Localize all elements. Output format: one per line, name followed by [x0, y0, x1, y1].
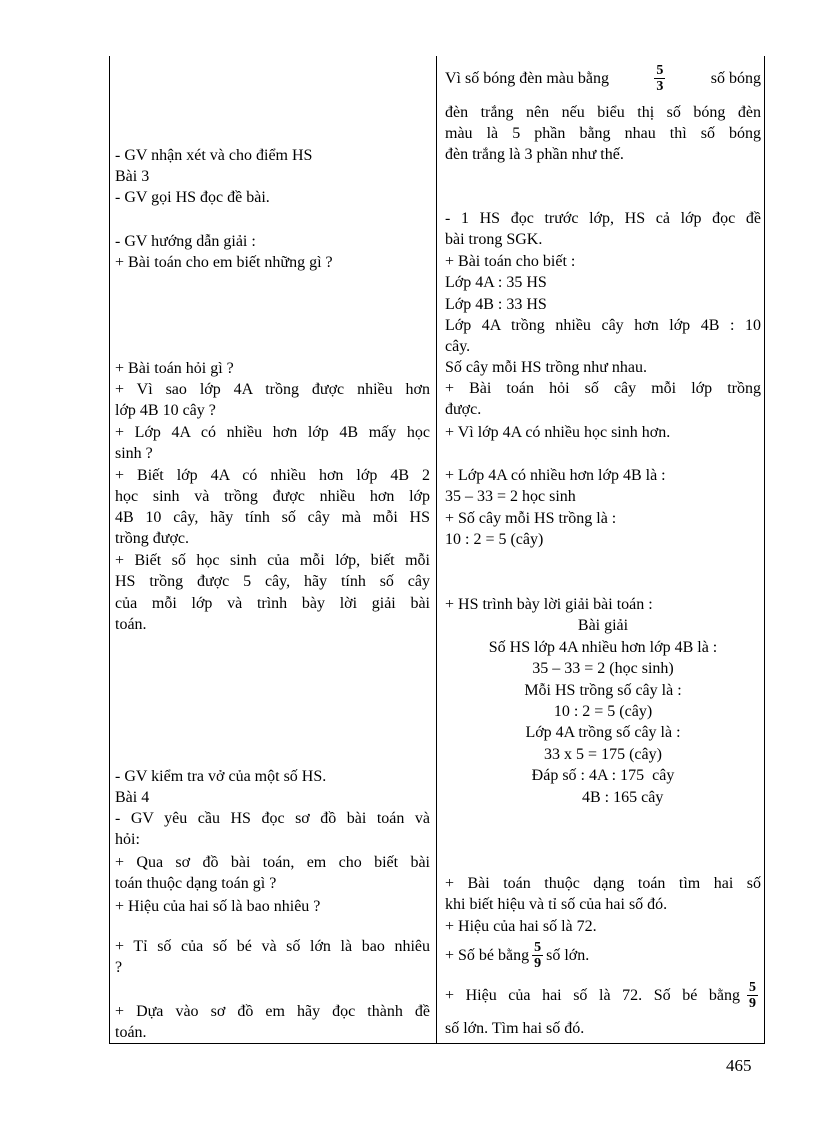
answer-line: + Vì lớp 4A có nhiều học sinh hơn.	[445, 424, 671, 441]
answer-line: Số cây mỗi HS trồng như nhau.	[445, 359, 647, 376]
teacher-question: toán thuộc dạng toán gì ?	[115, 875, 277, 892]
fraction-line	[445, 60, 761, 96]
teacher-question: sinh ?	[115, 445, 153, 462]
teacher-question: 4B 10 cây, hãy tính số cây mà mỗi HS	[115, 509, 430, 526]
teacher-question: + Lớp 4A có nhiều hơn lớp 4B mấy học	[115, 424, 430, 441]
answer-line: + Bài toán thuộc dạng toán tìm hai số	[445, 875, 761, 892]
answer-line: đèn trắng nên nếu biểu thị số bóng đèn	[445, 104, 761, 121]
teacher-question: + Tỉ số của số bé và số lớn là bao nhiêu	[115, 938, 430, 955]
fraction-line	[445, 937, 761, 973]
teacher-question: + Vì sao lớp 4A trồng được nhiều hơn	[115, 381, 430, 398]
teacher-question: + Biết lớp 4A có nhiều hơn lớp 4B 2	[115, 467, 430, 484]
teacher-question: học sinh và trồng được nhiều hơn lớp	[115, 488, 430, 505]
answer-text: + Hiệu của hai số là 72. Số bé bằng	[445, 986, 740, 1004]
answer-line: Lớp 4B : 33 HS	[445, 296, 547, 313]
answer-line: + Bài toán hỏi số cây mỗi lớp trồng	[445, 380, 761, 397]
answer-text: số lớn.	[546, 946, 590, 964]
teacher-line: - GV kiểm tra vở của một số HS.	[115, 768, 327, 785]
solution-line: 10 : 2 = 5 (cây)	[553, 703, 653, 720]
solution-line: Lớp 4A trồng số cây là :	[525, 724, 681, 741]
answer-line: + Bài toán cho biết :	[445, 253, 576, 270]
fraction-denominator: 3	[656, 78, 664, 94]
fraction-5-3	[654, 63, 665, 94]
fraction-denominator: 9	[749, 995, 756, 1011]
solution-answer: Đáp số : 4A : 175 cây	[531, 767, 675, 784]
answer-line: Lớp 4A : 35 HS	[445, 274, 547, 291]
teacher-question: + Bài toán hỏi gì ?	[115, 360, 234, 377]
fraction-numerator: 5	[656, 62, 664, 78]
teacher-question: + Qua sơ đồ bài toán, em cho biết bài	[115, 854, 430, 871]
exercise-3-heading: Bài 3	[115, 168, 150, 185]
teacher-line: hỏi:	[115, 831, 140, 848]
table-border-right	[764, 56, 765, 1044]
teacher-question: lớp 4B 10 cây ?	[115, 402, 216, 419]
teacher-question: HS trồng được 5 cây, hãy tính số cây	[115, 573, 430, 590]
fraction-line	[445, 977, 761, 1013]
answer-line: - 1 HS đọc trước lớp, HS cả lớp đọc đề	[445, 210, 761, 227]
teacher-question: + Bài toán cho em biết những gì ?	[115, 254, 333, 271]
answer-line: + Hiệu của hai số là 72.	[445, 918, 597, 935]
teacher-question: + Biết số học sinh của mỗi lớp, biết mỗi	[115, 552, 430, 569]
answer-line: 10 : 2 = 5 (cây)	[445, 531, 544, 548]
teacher-question: ?	[115, 959, 123, 976]
solution-line: 33 x 5 = 175 (cây)	[544, 746, 662, 763]
solution-line: 35 – 33 = 2 (học sinh)	[532, 660, 674, 677]
teacher-question: + Dựa vào sơ đồ em hãy đọc thành đề	[115, 1003, 430, 1020]
fraction-5-9	[532, 940, 543, 971]
fraction-5-9	[747, 980, 758, 1011]
teacher-question: của mỗi lớp và trình bày lời giải bài	[115, 595, 430, 612]
answer-line: Lớp 4A trồng nhiều cây hơn lớp 4B : 10	[445, 317, 761, 334]
answer-line: + HS trình bày lời giải bài toán :	[445, 596, 653, 613]
teacher-question: trồng được.	[115, 530, 190, 547]
teacher-line: - GV nhận xét và cho điểm HS	[115, 147, 313, 164]
answer-line: bài trong SGK.	[445, 231, 543, 248]
table-border-bottom	[109, 1043, 765, 1044]
answer-text: Vì số bóng đèn màu bằng	[445, 69, 609, 87]
answer-line: 35 – 33 = 2 học sinh	[445, 488, 576, 505]
solution-line: Mỗi HS trồng số cây là :	[524, 682, 682, 699]
answer-text: + Số bé bằng	[445, 946, 530, 964]
answer-line: + Lớp 4A có nhiều hơn lớp 4B là :	[445, 467, 666, 484]
teacher-question: + Hiệu của hai số là bao nhiêu ?	[115, 898, 321, 915]
solution-heading: Bài giải	[577, 617, 629, 634]
answer-line: + Số cây mỗi HS trồng là :	[445, 510, 617, 527]
page-number: 465	[726, 1056, 752, 1075]
exercise-4-heading: Bài 4	[115, 789, 150, 806]
teacher-question: toán.	[115, 616, 147, 633]
teacher-line: - GV hướng dẫn giải :	[115, 233, 256, 250]
solution-line: Số HS lớp 4A nhiều hơn lớp 4B là :	[488, 639, 718, 656]
answer-line: màu là 5 phần bằng nhau thì số bóng	[445, 125, 761, 142]
solution-answer: 4B : 165 cây	[582, 789, 664, 806]
fraction-numerator: 5	[749, 979, 756, 995]
answer-line: khi biết hiệu và tỉ số của hai số đó.	[445, 896, 668, 913]
teacher-line: - GV yêu cầu HS đọc sơ đồ bài toán và	[115, 810, 430, 827]
fraction-numerator: 5	[534, 939, 542, 955]
table-border-left	[109, 56, 110, 1044]
fraction-denominator: 9	[534, 955, 542, 971]
answer-text: số bóng	[710, 69, 761, 87]
table-column-divider	[436, 56, 437, 1044]
teacher-question: toán.	[115, 1024, 147, 1041]
answer-line: đèn trắng là 3 phần như thế.	[445, 146, 624, 163]
answer-line: được.	[445, 401, 482, 418]
answer-line: cây.	[445, 338, 471, 355]
teacher-line: - GV gọi HS đọc đề bài.	[115, 189, 270, 206]
answer-line: số lớn. Tìm hai số đó.	[445, 1020, 585, 1037]
lesson-table	[109, 56, 765, 1044]
